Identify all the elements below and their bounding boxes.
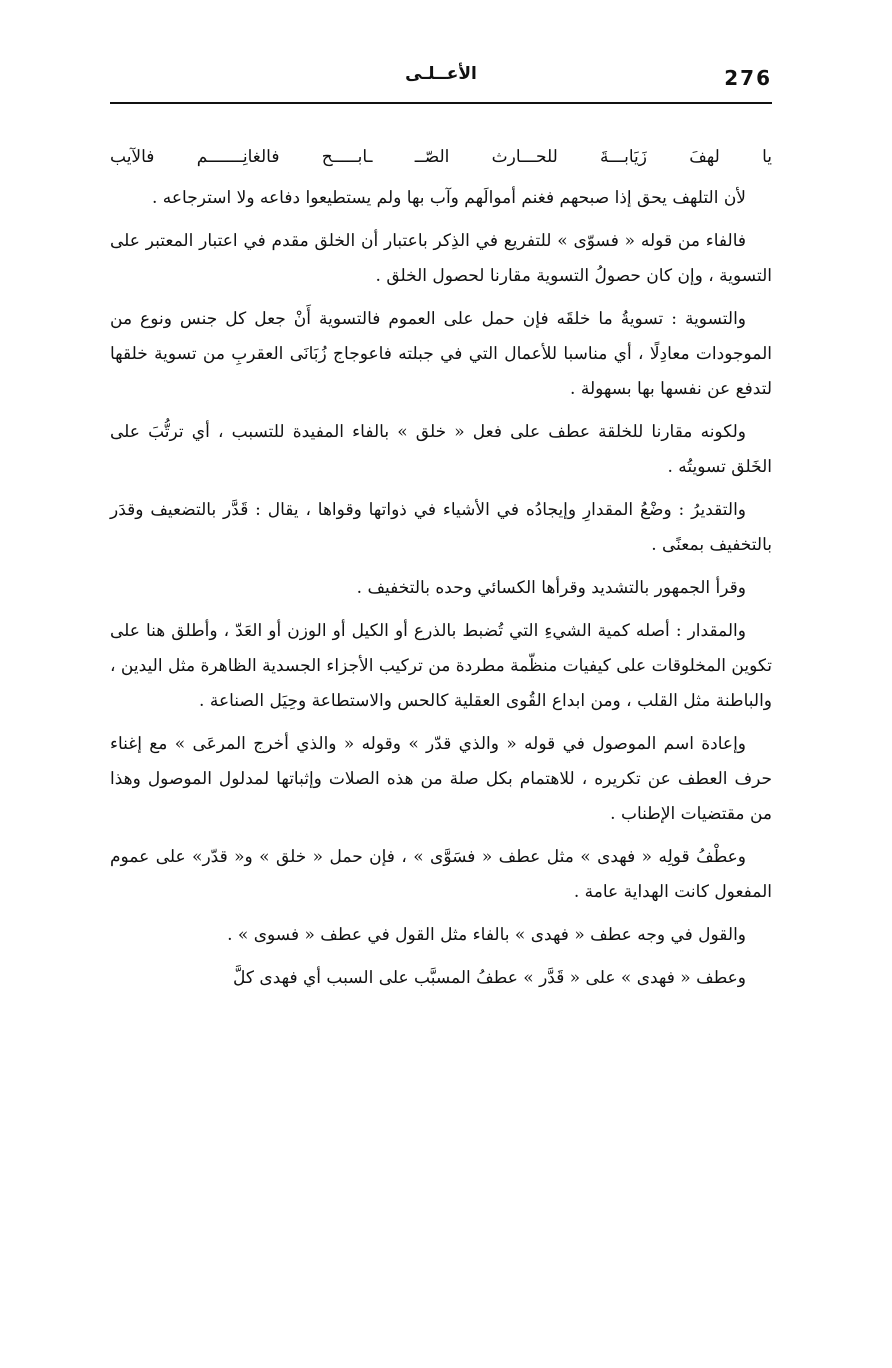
poetry-verse: يا لهفَ زَيَابـــةَ للحـــارث الصّــ ـابـــــح فالغانِـــــــم فالآيب [110, 147, 772, 167]
header-rule [110, 102, 772, 104]
paragraph: لأن التلهف يحق إذا صبحهم فغنم أموالَهم وآب بها ولم يستطيعوا دفاعه ولا استرجاعه . [151, 188, 746, 208]
paragraph: ولكونه مقارنا للخلقة عطف على فعل « خلق » بالفاء المفيدة للتسبب ، أي ترتُّبَ على الخَلق تسويتُه . [110, 422, 772, 477]
paragraph: والقول في وجه عطف « فهدى » بالفاء مثل القول في عطف « فسوى » . [227, 925, 746, 945]
body-text [110, 140, 772, 1004]
paragraph: والمقدار : أصله كمية الشيءِ التي تُضبط بالذرع أو الكيل أو الوزن أو العَدّ ، وأطلق هنا على تكوين المخلوقات على كيفيات منظّمة مطردة من تركيب الأجزاء الجسدية الظاهرة مثل اليدين ، والباطنة مثل القلب ، ومن ابداع القُوى العقلية كالحس والاستطاعة وحِيَل الصناعة . [110, 621, 772, 711]
paragraph: وقرأ الجمهور بالتشديد وقرأها الكسائي وحده بالتخفيف . [356, 578, 746, 598]
paragraph: وعطف « فهدى » على « قَدَّر » عطفُ المسبَّب على السبب أي فهدى كلَّ [233, 968, 746, 988]
page-header [110, 62, 772, 102]
paragraph: وإعادة اسم الموصول في قوله « والذي قدّر » وقوله « والذي أخرج المرعَى » مع إغناء حرف العطف عن تكريره ، للاهتمام بكل صلة من هذه الصلات وإثباتها لمدلول الموصول وهذا من مقتضيات الإطناب . [110, 734, 772, 824]
page-number: 276 [724, 66, 772, 90]
paragraph: وعطْفُ قولِه « فهدى » مثل عطف « فسَوَّى » ، فإن حمل « خلق » و« قدّر» على عموم المفعول كانت الهداية عامة . [110, 847, 772, 902]
paragraph: فالفاء من قوله « فسوّى » للتفريع في الذِكر باعتبار أن الخلق مقدم في اعتبار المعتبر على التسوية ، وإن كان حصولُ التسوية مقارنا لحصول الخلق . [110, 231, 772, 286]
paragraph: والتقديرُ : وضْعُ المقدارِ وإيجادُه في الأشياء في ذواتها وقواها ، يقال : قَدَّر بالتضعيف وقدَر بالتخفيف بمعنًى . [110, 500, 772, 555]
running-title: الأعــلـى [405, 64, 477, 84]
paragraph: والتسوية : تسويةُ ما خلقَه فإن حمل على العموم فالتسوية أَنْ جعل كل جنس ونوع من الموجودات معادِلًا ، أي مناسبا للأعمال التي في جبلته فاعوجاج زُبَانَى العقربِ من تسوية خلقها لتدفع عن نفسها بها بسهولة . [110, 309, 772, 399]
